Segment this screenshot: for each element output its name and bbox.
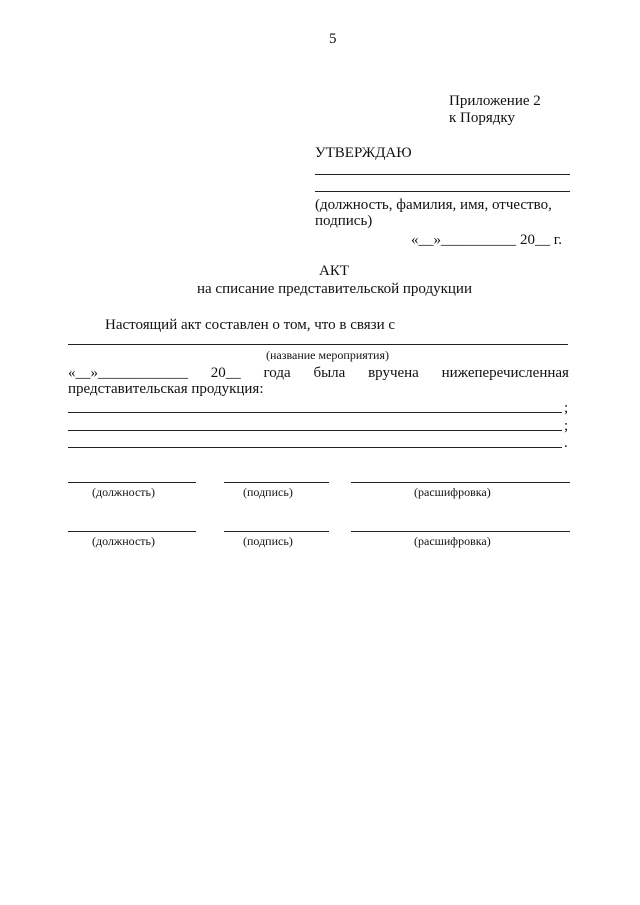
document-subtitle: на списание представительской продукции: [197, 281, 472, 297]
appendix-line-2: к Порядку: [449, 110, 515, 126]
product-line-2[interactable]: [68, 430, 562, 431]
decoding-line[interactable]: [351, 531, 570, 532]
approval-line-2[interactable]: [315, 191, 570, 192]
document-title: АКТ: [319, 263, 349, 279]
approval-date-year[interactable]: 20__ г.: [520, 232, 562, 248]
word-byla: была: [313, 365, 346, 381]
position-caption: (должность): [92, 485, 155, 499]
signature-caption: (подпись): [243, 485, 293, 499]
word-listed: нижеперечисленная: [441, 365, 569, 381]
position-caption: (должность): [92, 534, 155, 548]
products-label: представительская продукция:: [68, 381, 264, 397]
approval-line-1[interactable]: [315, 174, 570, 175]
signature-line[interactable]: [224, 531, 329, 532]
product-line-2-end: ;: [564, 418, 569, 434]
decoding-caption: (расшифровка): [414, 534, 491, 548]
approval-caption-2: подпись): [315, 213, 373, 229]
product-line-3-end: .: [564, 435, 568, 451]
decoding-line[interactable]: [351, 482, 570, 483]
date-field[interactable]: «__»____________: [68, 365, 188, 381]
product-line-1-end: ;: [564, 400, 569, 416]
intro-text: Настоящий акт составлен о том, что в связи с: [105, 317, 396, 333]
product-line-3[interactable]: [68, 447, 562, 448]
position-line[interactable]: [68, 531, 196, 532]
word-vruchena: вручена: [368, 365, 419, 381]
approval-date[interactable]: «__»__________: [411, 232, 516, 248]
signature-line[interactable]: [224, 482, 329, 483]
page-number: 5: [329, 31, 337, 47]
appendix-line-1: Приложение 2: [449, 93, 541, 109]
event-line[interactable]: [68, 344, 568, 345]
year-field[interactable]: 20__: [210, 365, 241, 381]
decoding-caption: (расшифровка): [414, 485, 491, 499]
approval-heading: УТВЕРЖДАЮ: [315, 145, 412, 161]
position-line[interactable]: [68, 482, 196, 483]
product-line-1[interactable]: [68, 412, 562, 413]
approval-caption-1: (должность, фамилия, имя, отчество,: [315, 197, 552, 213]
word-goda: года: [263, 365, 291, 381]
event-caption: (название мероприятия): [266, 348, 389, 362]
signature-caption: (подпись): [243, 534, 293, 548]
